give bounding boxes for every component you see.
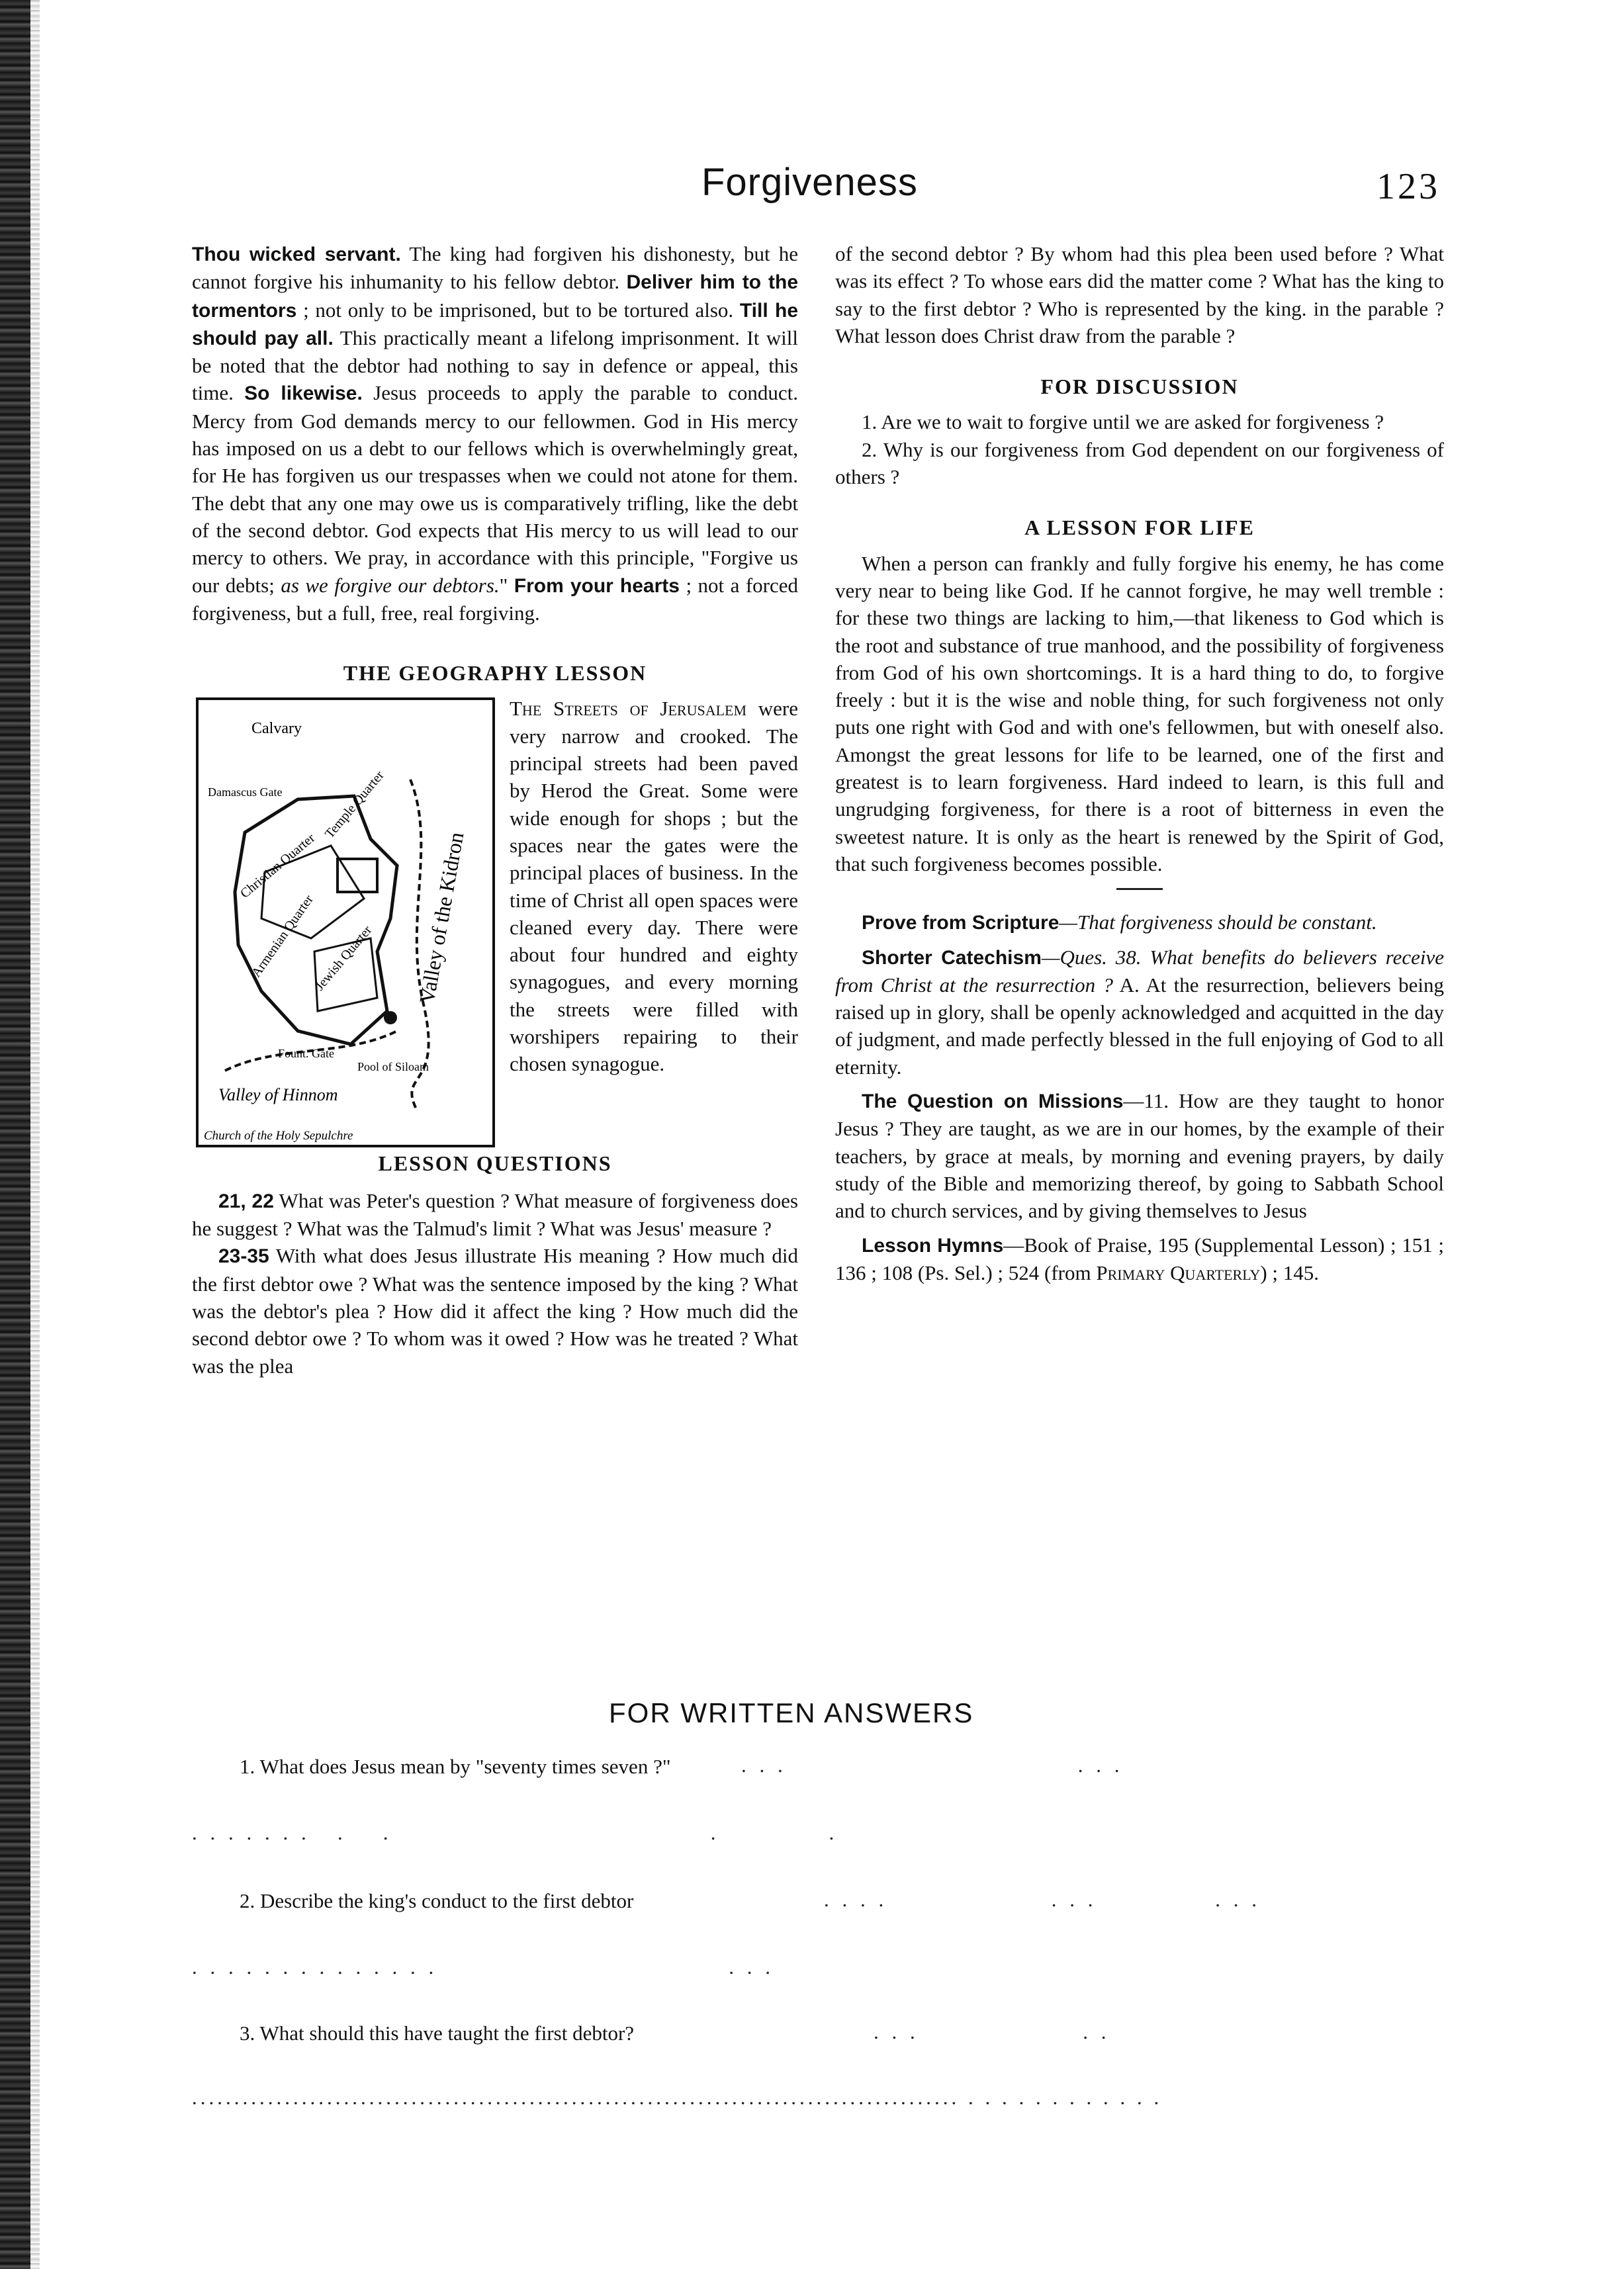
answer-line-3b[interactable]: ........................................................................................... . . . . . . . . . . . . xyxy=(192,2086,1163,2109)
term-so-likewise: So likewise. xyxy=(244,382,363,405)
map-label-armenian-quarter: Armenian Quarter xyxy=(249,893,316,981)
answer-line-3a[interactable]: . . . . . xyxy=(874,2020,1110,2043)
question-on-missions: The Question on Missions—11. How are they taught to honor Jesus ? They are taught, as we are in our homes, by the example of their teachers, by grace at meals, by morning and evening prayers, by daily study of the Bible and memorizing thereof, by going to Sabbath School and to church services, and by giving themselves to Jesus xyxy=(835,1089,1444,1223)
discussion-item-1: 1. Are we to wait to forgive until we are asked for forgiveness ? xyxy=(862,410,1384,434)
commentary-paragraph: Thou wicked servant. The king had forgiven his dishonesty, but he cannot forgive his inhumanity to his fellow debtor. Deliver him to the tormentors ; not only to be imprisoned, but to be tortured also. Till he should pay all. This practically meant a lifelong imprisonment. It will be noted that the debtor had nothing to say in defence or appeal, this time. So likewise. Jesus proceeds to apply the parable to conduct. Mercy from God demands mercy to our fellowmen. God in His mercy has imposed on us a debt to our fellows which is overwhelmingly great, for He has forgiven us our trespasses when we could not atone for them. The debt that any one may owe us is comparatively trifling, like the debt of the second debtor. God expects that His mercy to us will lead to our mercy to others. We pray, in accordance with this principle, "Forgive us our debts; as we forgive our debtors." From your hearts ; not a forced forgiveness, but a full, free, real forgiving. xyxy=(192,242,799,625)
page-binding-shadow xyxy=(30,0,40,2269)
left-column xyxy=(192,240,798,1380)
term-deliver-him: Deliver him to the tormentors xyxy=(192,271,798,322)
term-from-your-hearts: From your hearts xyxy=(514,574,680,597)
map-label-fountain-gate: Fount. Gate xyxy=(278,1047,334,1061)
map-label-valley-hinnom: Valley of Hinnom xyxy=(218,1085,338,1105)
prove-from-scripture: Prove from Scripture—That forgiveness should be constant. xyxy=(862,911,1377,934)
map-label-temple-quarter: Temple Quarter xyxy=(322,768,387,842)
lesson-questions-heading: LESSON QUESTIONS xyxy=(378,1151,612,1176)
map-label-valley-kidron: Valley of the Kidron xyxy=(414,830,469,1006)
geography-lesson xyxy=(192,695,799,1143)
written-answers-heading: FOR WRITTEN ANSWERS xyxy=(609,1697,974,1728)
lesson-for-life-text: When a person can frankly and fully forgive his enemy, he has come very near to being like God. If he cannot forgive, he may well tremble : for these two things are lacking to him,—that likeness to God which is the root and substance of true manhood, and the possibility of forgiveness from God of his own shortcomings. It is a hard thing to do, to forgive freely : but it is the wise and noble thing, for such forgiveness not only puts one right with God and with one's fellowmen, but with oneself also. Amongst the great lessons for life to be learned, one of the first and greatest is to learn forgiveness. Hard indeed to learn, is this full and ungrudging forgiveness, for there is a root of bitterness in even the sweetest nature. It is only as the heart is renewed by the Spirit of God, that such forgiveness becomes possible. xyxy=(835,551,1444,875)
term-till-he-should-pay: Till he should pay all. xyxy=(192,299,799,349)
geography-text: The Streets of Jerusalem were very narrow and crooked. The principal streets had been paved by Herod the Great. Some were wide enough for shops ; but the spaces near the gates were the principal places of business. In the time of Christ all open spaces were cleaned every day. There were about four hundred and eighty synagogues, and every morning the streets were filled with worshipers repairing to their chosen synagogue. xyxy=(510,697,799,1076)
jerusalem-map xyxy=(196,697,495,1147)
map-label-christian-quarter: Christian Quarter xyxy=(238,830,318,902)
lesson-question-2: 23-35 With what does Jesus illustrate His meaning ? How much did the first debtor owe ? What was the sentence imposed by the king ? What was the debtor's plea ? How did it affect the king ? How much did the second debtor owe ? To whom was it owed ? How was he treated ? What was the plea xyxy=(192,1244,798,1378)
written-question-3: 3. What should this have taught the first debtor? xyxy=(240,2022,635,2045)
map-label-pool-siloam: Pool of Siloam xyxy=(357,1060,429,1074)
answer-line-1a[interactable]: . . . . . . xyxy=(741,1754,1124,1777)
right-column xyxy=(835,240,1444,1286)
questions-continued: of the second debtor ? By whom had this plea been used before ? What was its effect ? To whose ears did the matter come ? What has the king to say to the first debtor ? Who is represented by the king. in the parable ? What lesson does Christ draw from the parable ? xyxy=(835,242,1444,347)
term-wicked-servant: Thou wicked servant. xyxy=(192,244,401,265)
jerusalem-map-drawing xyxy=(199,700,492,1145)
geography-heading: THE GEOGRAPHY LESSON xyxy=(343,661,647,686)
answer-line-2b[interactable]: . . . . . . . . . . . . . . . . . xyxy=(192,1955,774,1979)
map-label-jewish-quarter: Jewish Quarter xyxy=(312,923,375,994)
written-question-2: 2. Describe the king's conduct to the first debtor xyxy=(240,1889,634,1912)
lesson-for-life-heading: A LESSON FOR LIFE xyxy=(1024,515,1255,540)
lesson-question-1: 21, 22 What was Peter's question ? What measure of forgiveness does he suggest ? What was the Talmud's limit ? What was Jesus' measure ? xyxy=(192,1188,798,1241)
answer-line-1b[interactable]: . . . . . . . . . . . xyxy=(192,1821,838,1844)
section-divider xyxy=(1116,888,1163,890)
page-binding-edge xyxy=(0,0,30,2269)
map-label-calvary: Calvary xyxy=(251,720,302,738)
discussion-heading: FOR DISCUSSION xyxy=(1040,375,1239,399)
page-number: 123 xyxy=(1376,166,1440,207)
map-label-damascus-gate: Damascus Gate xyxy=(208,785,283,799)
discussion-item-2: 2. Why is our forgiveness from God dependent on our forgiveness of others ? xyxy=(835,437,1444,489)
page-title: Forgiveness xyxy=(701,161,918,204)
geography-lead: The Streets of Jerusalem xyxy=(510,697,747,721)
answer-line-2a[interactable]: . . . . . . . . . . xyxy=(824,1888,1261,1911)
map-label-holy-sepulchre: Church of the Holy Sepulchre xyxy=(204,1129,353,1143)
written-question-1: 1. What does Jesus mean by "seventy times seven ?" xyxy=(240,1755,671,1778)
shorter-catechism: Shorter Catechism—Ques. 38. What benefits do believers receive from Christ at the resurrection ? A. At the resurrection, believers being raised up in glory, shall be openly acknowledged and acquitted in the day of judgment, and made perfectly blessed in the full enjoying of God to all eternity. xyxy=(835,945,1444,1079)
lesson-hymns: Lesson Hymns—Book of Praise, 195 (Supplemental Lesson) ; 151 ; 136 ; 108 (Ps. Sel.) ; 524 (from Primary Quarterly) ; 145. xyxy=(835,1233,1444,1284)
